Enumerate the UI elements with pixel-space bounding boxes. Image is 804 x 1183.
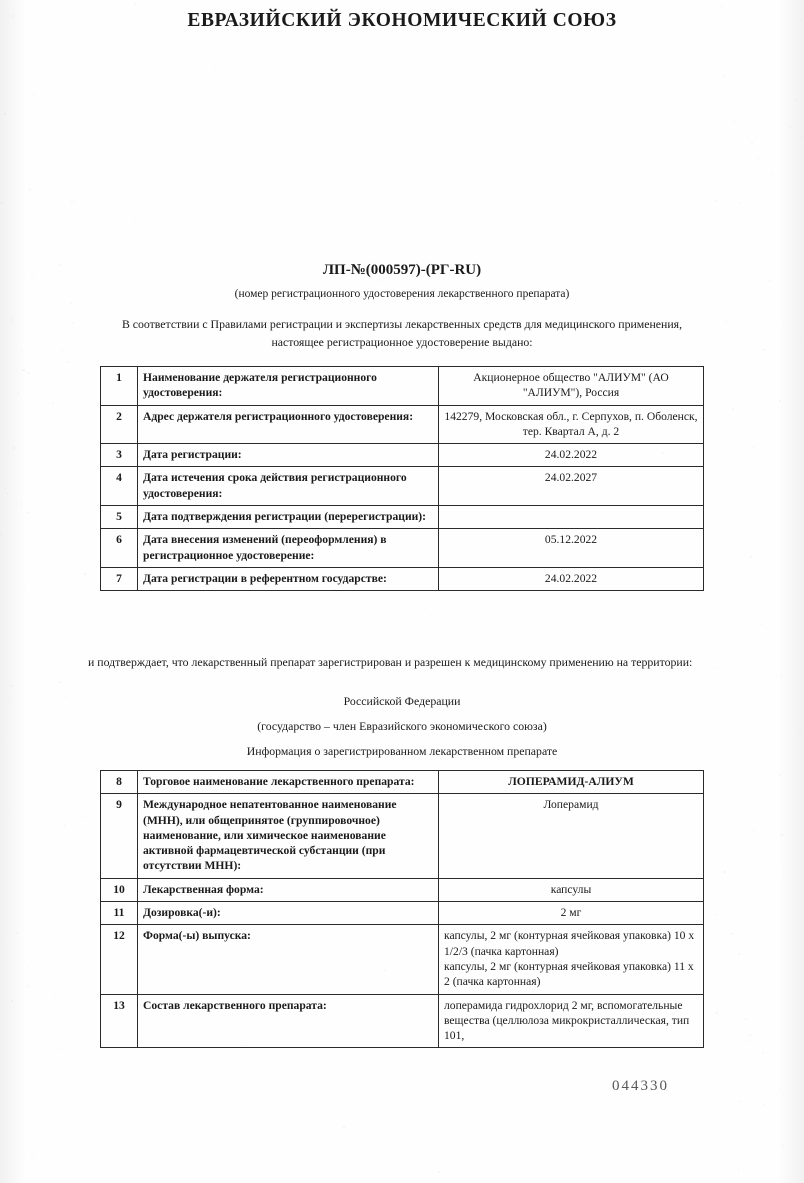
scan-speckle	[716, 383, 717, 384]
holder-info-table	[100, 366, 704, 591]
scan-speckle	[745, 1041, 747, 1043]
scan-speckle	[69, 583, 70, 584]
scan-speckle	[62, 872, 63, 873]
scan-speckle	[52, 402, 54, 404]
scan-speckle	[53, 4, 54, 5]
scan-speckle	[732, 1158, 733, 1159]
scan-speckle	[71, 1060, 72, 1061]
scan-speckle	[67, 540, 68, 541]
country-caption: (государство – член Евразийского экономического союза)	[257, 719, 547, 733]
table-row	[101, 405, 704, 444]
scan-speckle	[726, 320, 728, 322]
scan-speckle	[754, 4, 756, 6]
scan-speckle	[72, 417, 73, 418]
scan-speckle	[28, 372, 30, 374]
scan-speckle	[86, 523, 87, 524]
scan-speckle	[761, 801, 762, 802]
table-row	[101, 567, 704, 590]
scan-speckle	[64, 825, 66, 827]
scan-speckle	[68, 926, 69, 927]
scan-speckle	[71, 322, 73, 324]
scan-speckle	[721, 1040, 723, 1042]
scan-speckle	[70, 302, 72, 304]
row-number: 10	[101, 878, 138, 901]
scan-speckle	[43, 437, 45, 439]
scan-speckle	[766, 160, 767, 161]
scan-speckle	[84, 573, 86, 575]
intro-paragraph: В соответствии с Правилами регистрации и экспертизы лекарственных средств для медицинского применения, настоящее регистрационное удостоверение выдано:	[121, 317, 683, 349]
scan-speckle	[43, 776, 44, 777]
row-label: Международное непатентованное наименование (МНН), или общепринятое (группировочное) наименование, или химическое наименование активной фармацевтической субстанции (при отсутствии МНН):	[138, 794, 439, 878]
scan-speckle	[738, 1169, 739, 1170]
product-info-caption: Информация о зарегистрированном лекарственном препарате	[246, 744, 558, 758]
table-row	[101, 506, 704, 529]
scan-speckle	[724, 871, 725, 872]
row-label: Наименование держателя регистрационного удостоверения:	[138, 367, 439, 406]
scan-speckle	[61, 350, 63, 352]
row-label: Дозировка(-и):	[138, 902, 439, 925]
scan-speckle	[530, 182, 532, 184]
row-value: ЛОПЕРАМИД-АЛИУМ	[439, 771, 704, 794]
scan-speckle	[764, 147, 765, 148]
scan-speckle	[770, 173, 772, 175]
scan-speckle	[71, 201, 73, 203]
scan-speckle	[43, 79, 44, 80]
scan-speckle	[213, 68, 215, 70]
scan-speckle	[763, 349, 765, 351]
row-value	[439, 506, 704, 529]
scan-speckle	[60, 187, 61, 188]
scan-speckle	[723, 75, 725, 77]
scan-speckle	[763, 137, 764, 138]
scan-speckle	[75, 211, 76, 212]
row-number: 2	[101, 405, 138, 444]
table-row	[101, 902, 704, 925]
row-value: капсулы, 2 мг (контурная ячейковая упаковка) 10 х 1/2/3 (пачка картонная) капсулы, 2 мг (контурная ячейковая упаковка) 11 х 2 (пачка картонная)	[439, 925, 704, 994]
scan-speckle	[134, 4, 136, 6]
row-label: Дата регистрации в референтном государстве:	[138, 567, 439, 590]
table-row	[101, 994, 704, 1048]
scan-speckle	[49, 391, 50, 392]
scan-speckle	[86, 224, 87, 225]
scan-speckle	[732, 408, 734, 410]
scan-speckle	[644, 81, 645, 82]
scan-speckle	[738, 425, 739, 426]
row-number: 13	[101, 994, 138, 1048]
stamp-number: 044330	[612, 1078, 669, 1094]
row-value: 24.02.2027	[439, 467, 704, 506]
scan-speckle	[75, 200, 76, 201]
scan-speckle	[769, 280, 771, 282]
scan-speckle	[752, 829, 754, 831]
scan-speckle	[716, 1012, 718, 1014]
scan-speckle	[424, 608, 425, 609]
scan-speckle	[753, 446, 754, 447]
scan-speckle	[715, 200, 717, 202]
scan-speckle	[57, 1049, 59, 1051]
scan-speckle	[56, 142, 57, 143]
scan-speckle	[68, 412, 69, 413]
row-label: Дата регистрации:	[138, 444, 439, 467]
scan-speckle	[67, 361, 69, 363]
row-value: 24.02.2022	[439, 444, 704, 467]
scan-speckle	[86, 895, 87, 896]
scan-speckle	[719, 331, 720, 332]
scan-speckle	[760, 624, 762, 626]
scan-speckle	[721, 6, 723, 8]
row-label: Дата истечения срока действия регистрационного удостоверения:	[138, 467, 439, 506]
scan-speckle	[36, 603, 37, 604]
row-value: 142279, Московская обл., г. Серпухов, п. Оболенск, тер. Квартал А, д. 2	[439, 405, 704, 444]
scan-speckle	[724, 300, 725, 301]
scan-speckle	[749, 1034, 751, 1036]
scan-speckle	[731, 1140, 732, 1141]
scan-speckle	[771, 161, 772, 162]
scan-speckle	[28, 966, 29, 967]
scan-speckle	[745, 1018, 747, 1020]
scan-speckle	[738, 1101, 740, 1103]
country-name: Российской Федерации	[343, 694, 461, 708]
row-value: капсулы	[439, 878, 704, 901]
scan-speckle	[717, 460, 718, 461]
scan-speckle	[715, 914, 716, 915]
scan-speckle	[82, 817, 84, 819]
scan-speckle	[58, 306, 59, 307]
scan-speckle	[756, 605, 757, 606]
scan-speckle	[69, 785, 70, 786]
scan-speckle	[758, 158, 760, 160]
scan-speckle	[763, 1104, 765, 1106]
scan-speckle	[724, 355, 725, 356]
row-label: Адрес держателя регистрационного удостоверения:	[138, 405, 439, 444]
scan-speckle	[343, 1126, 345, 1128]
table-row	[101, 925, 704, 994]
scan-speckle	[70, 778, 71, 779]
scan-speckle	[762, 1052, 763, 1053]
table-row	[101, 771, 704, 794]
row-number: 1	[101, 367, 138, 406]
scan-speckle	[739, 202, 741, 204]
row-label: Дата подтверждения регистрации (перерегистрации):	[138, 506, 439, 529]
row-label: Состав лекарственного препарата:	[138, 994, 439, 1048]
scan-speckle	[27, 512, 29, 514]
table-row	[101, 794, 704, 878]
scan-speckle	[438, 1171, 440, 1173]
scan-speckle	[43, 491, 44, 492]
scan-speckle	[135, 220, 136, 221]
row-label: Дата внесения изменений (переоформления) в регистрационное удостоверение:	[138, 529, 439, 568]
scan-speckle	[27, 985, 29, 987]
scan-speckle	[766, 81, 767, 82]
scan-speckle	[66, 1007, 67, 1008]
scan-speckle	[731, 933, 733, 935]
scan-speckle	[56, 644, 57, 645]
row-number: 9	[101, 794, 138, 878]
row-number: 3	[101, 444, 138, 467]
scan-speckle	[54, 994, 56, 996]
confirmation-paragraph: и подтверждает, что лекарственный препарат зарегистрирован и разрешен к медицинскому применению на территории:	[88, 655, 693, 669]
table-row	[101, 529, 704, 568]
row-label: Торговое наименование лекарственного препарата:	[138, 771, 439, 794]
scan-speckle	[70, 1094, 71, 1095]
table-row	[101, 444, 704, 467]
scan-speckle	[70, 820, 71, 821]
row-number: 4	[101, 467, 138, 506]
row-number: 11	[101, 902, 138, 925]
row-number: 7	[101, 567, 138, 590]
table-row	[101, 878, 704, 901]
scan-speckle	[751, 142, 753, 144]
scan-speckle	[56, 301, 57, 302]
scan-speckle	[772, 581, 773, 582]
row-value: 2 мг	[439, 902, 704, 925]
scan-speckle	[457, 101, 458, 102]
row-label: Форма(-ы) выпуска:	[138, 925, 439, 994]
scan-speckle	[738, 953, 740, 955]
scan-edge-left	[0, 0, 26, 1183]
scan-speckle	[36, 778, 38, 780]
row-value: Акционерное общество "АЛИУМ" (АО "АЛИУМ"), Россия	[439, 367, 704, 406]
scan-speckle	[446, 610, 448, 612]
row-value: лоперамида гидрохлорид 2 мг, вспомогательные вещества (целлюлоза микрокристаллическая, тип 101,	[439, 994, 704, 1048]
row-value: Лоперамид	[439, 794, 704, 878]
scan-speckle	[724, 915, 726, 917]
scan-speckle	[750, 556, 752, 558]
scan-speckle	[32, 94, 34, 96]
row-value: 24.02.2022	[439, 567, 704, 590]
scan-speckle	[719, 547, 720, 548]
row-label: Лекарственная форма:	[138, 878, 439, 901]
scan-speckle	[754, 520, 755, 521]
scan-speckle	[30, 133, 31, 134]
scan-speckle	[717, 667, 719, 669]
scan-speckle	[94, 841, 96, 843]
product-info-table	[100, 770, 704, 1048]
scan-speckle	[346, 79, 347, 80]
scan-speckle	[31, 1156, 33, 1158]
row-value: 05.12.2022	[439, 529, 704, 568]
scan-speckle	[642, 1101, 643, 1102]
table-row	[101, 467, 704, 506]
registration-number-caption: (номер регистрационного удостоверения лекарственного препарата)	[234, 288, 570, 300]
registration-number: ЛП-№(000597)-(РГ-RU)	[322, 262, 482, 278]
scan-speckle	[76, 346, 78, 348]
scan-speckle	[55, 74, 57, 76]
scan-speckle	[29, 188, 31, 190]
scan-speckle	[56, 169, 57, 170]
scan-speckle	[378, 279, 380, 281]
scan-speckle	[59, 681, 61, 683]
scan-speckle	[715, 954, 717, 956]
scan-speckle	[48, 983, 50, 985]
page-title: ЕВРАЗИЙСКИЙ ЭКОНОМИЧЕСКИЙ СОЮЗ	[187, 10, 617, 31]
row-number: 8	[101, 771, 138, 794]
scan-speckle	[45, 524, 46, 525]
scan-speckle	[734, 120, 736, 122]
scan-speckle	[580, 61, 581, 62]
row-number: 5	[101, 506, 138, 529]
row-number: 6	[101, 529, 138, 568]
scan-speckle	[47, 373, 48, 374]
scan-speckle	[88, 98, 90, 100]
scan-edge-right	[778, 0, 804, 1183]
table-row	[101, 367, 704, 406]
row-number: 12	[101, 925, 138, 994]
scan-speckle	[41, 896, 42, 897]
